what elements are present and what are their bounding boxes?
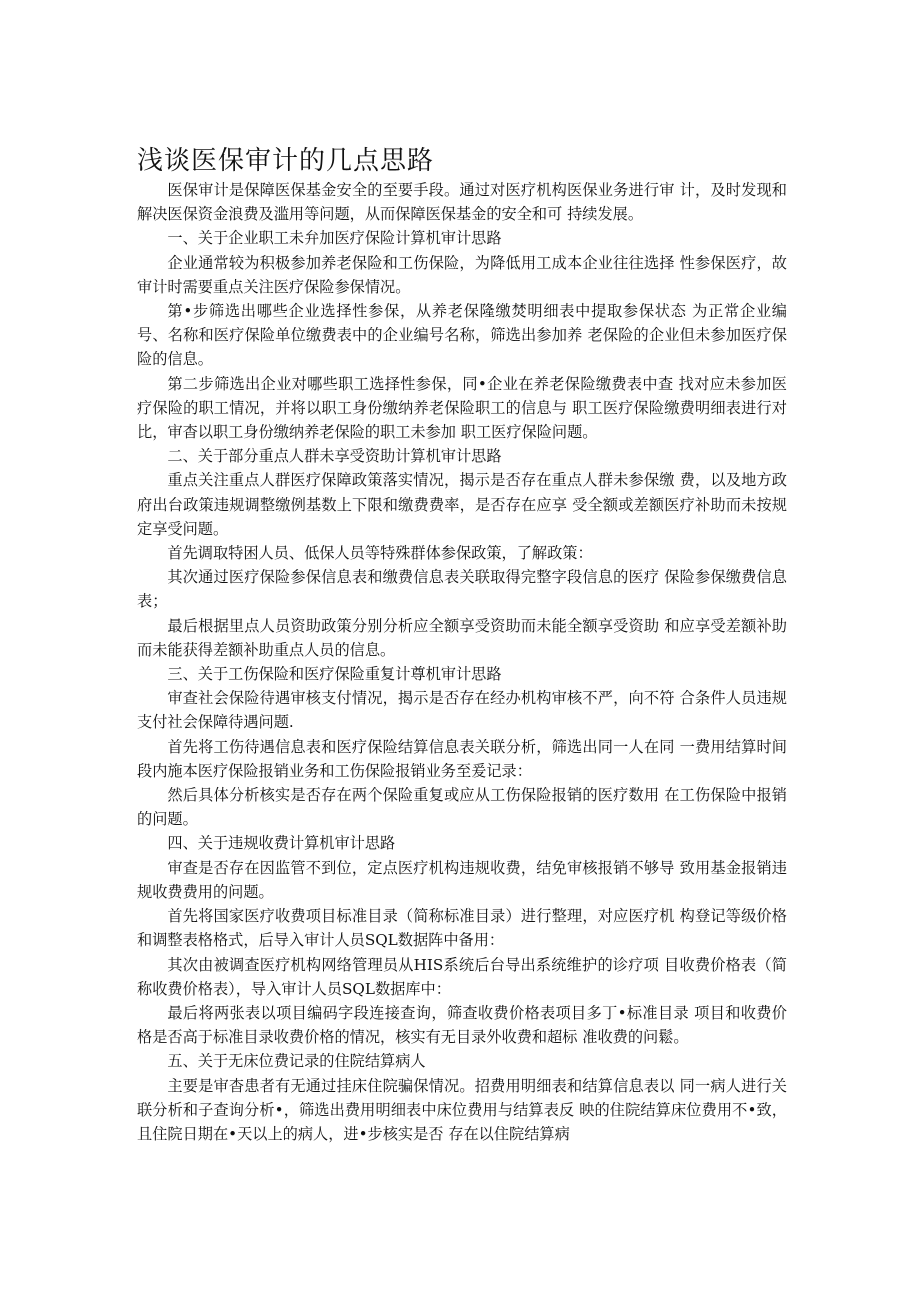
paragraph: 最后将两张表以项目编码字段连接查询，筛查收费价格表项目多丁•标准目录 项目和收费价格是否高于标准目录收费价格的情况，核实有无目录外收费和超标 准收费的问鬆。 xyxy=(137,1003,787,1047)
paragraph: 首先将国家医疗收费项目标准目录（简称标准目录）进行整理，对应医疗机 构登记等级价格和调整表格格式，后导入审计人员SQL数据阵中备用： xyxy=(137,907,787,950)
paragraph: 最后根据里点人员资助政策分别分析应全额享受资助而未能全额享受资助 和应享受差额补助而未能获得差额补助重点人员的信息。 xyxy=(137,616,787,659)
section-heading-5: 五、关于无床位费记录的住院结算病人 xyxy=(167,1052,426,1071)
paragraph: 首先将工伤待遇信息表和医疗保险结算信息表关联分析，筛选出同一人在同 一费用结算时间段内施本医疗保险报销业务和工伤保险报销业务至爰记录： xyxy=(137,737,787,780)
paragraph: 首先调取特困人员、低保人员等特殊群体参保政策，了解政策： xyxy=(167,544,593,563)
paragraph: 第二步筛选出企业对哪些职工选择性参保，同•企业在养老保险缴费表中查 找对应未参加医疗保险的职工情况，并将以职工身份缴纳养老保险职工的信息与 职工医疗保险缴费明细表进行对比，审杳以职工身份缴纳养老保险的职工未参加 职工医疗保险问题。 xyxy=(137,374,787,442)
paragraph-intro: 医保审计是保障医保基金安全的至要手段。通过对医疗机构医保业务进行审 计，及时发现和解决医保资金浪费及滥用等问题，从而保障医保基金的安全和可 持续发展。 xyxy=(137,181,787,224)
paragraph: 然后具体分析核实是否存在两个保险重复或应从工伤保险报销的医疗数用 在工伤保险中报销的问题。 xyxy=(137,786,787,829)
paragraph: 重点关注重点人群医疗保障政策落实情况，揭示是否存在重点人群未参保缴 费，以及地方政府出台政策违规调整缴例基数上下限和缴费费率，是否存在应享 受全额或差额医疗补助而未按规定享受问题。 xyxy=(137,471,787,538)
document-title: 浅谈医保审计的几点思路 xyxy=(137,146,435,177)
paragraph: 其次通过医疗保险参保信息表和缴费信息表关联取得完整字段信息的医疗 保险参保缴费信息表； xyxy=(137,568,787,611)
paragraph: 主要是审杳患者有无通过挂床住院骗保情况。招费用明细表和结算信息表以 同一病人进行关联分析和子查询分析•，筛选出费用明细表中床位费用与结算表反 映的住院结算床位费用不•致，且住院日期在•天以上的病人，进•步核实是否 存在以住院结算病 xyxy=(137,1076,787,1143)
paragraph: 审查社会保险待遇审核支付情况，揭示是否存在经办机构审核不严，向不符 合条件人员违规支付社会保障待遇问题. xyxy=(137,689,787,732)
section-heading-1: 一、关于企业职工未弁加医疗保险计算机审计思路 xyxy=(167,229,502,248)
document-body xyxy=(137,178,787,1146)
section-heading-2: 二、关于部分重点人群未享受资助计算机审计思路 xyxy=(167,447,502,466)
section-heading-4: 四、关于违规收费计算机审计思路 xyxy=(167,834,396,853)
section-heading-3: 三、关于工伤保险和医疗保险重复计尊机审计思路 xyxy=(167,665,502,684)
paragraph: 企业通常较为积极参加养老保险和工伤保险，为降低用工成本企业往往选择 性参保医疗，故审计时需要重点关注医疗保险参保情况。 xyxy=(137,253,787,296)
paragraph: 第•步筛选出哪些企业选择性参保，从养老保隆缴焚明细表中提取参保状态 为正常企业编号、名称和医疗保险单位缴费表中的企业编号名称，筛选出参加养 老保险的企业但未参加医疗保险的信息。 xyxy=(137,302,787,369)
paragraph: 其次由被调查医疗机构网络管理员从HIS系统后台导出系统维护的诊疗项 目收费价格表（简称收费价格表），导入审计人员SQL数据库中： xyxy=(137,955,787,998)
paragraph: 审查是否存在因监管不到位，定点医疗机构违规收费，结免审核报销不够导 致用基金报销违规收费费用的问题。 xyxy=(137,858,787,901)
